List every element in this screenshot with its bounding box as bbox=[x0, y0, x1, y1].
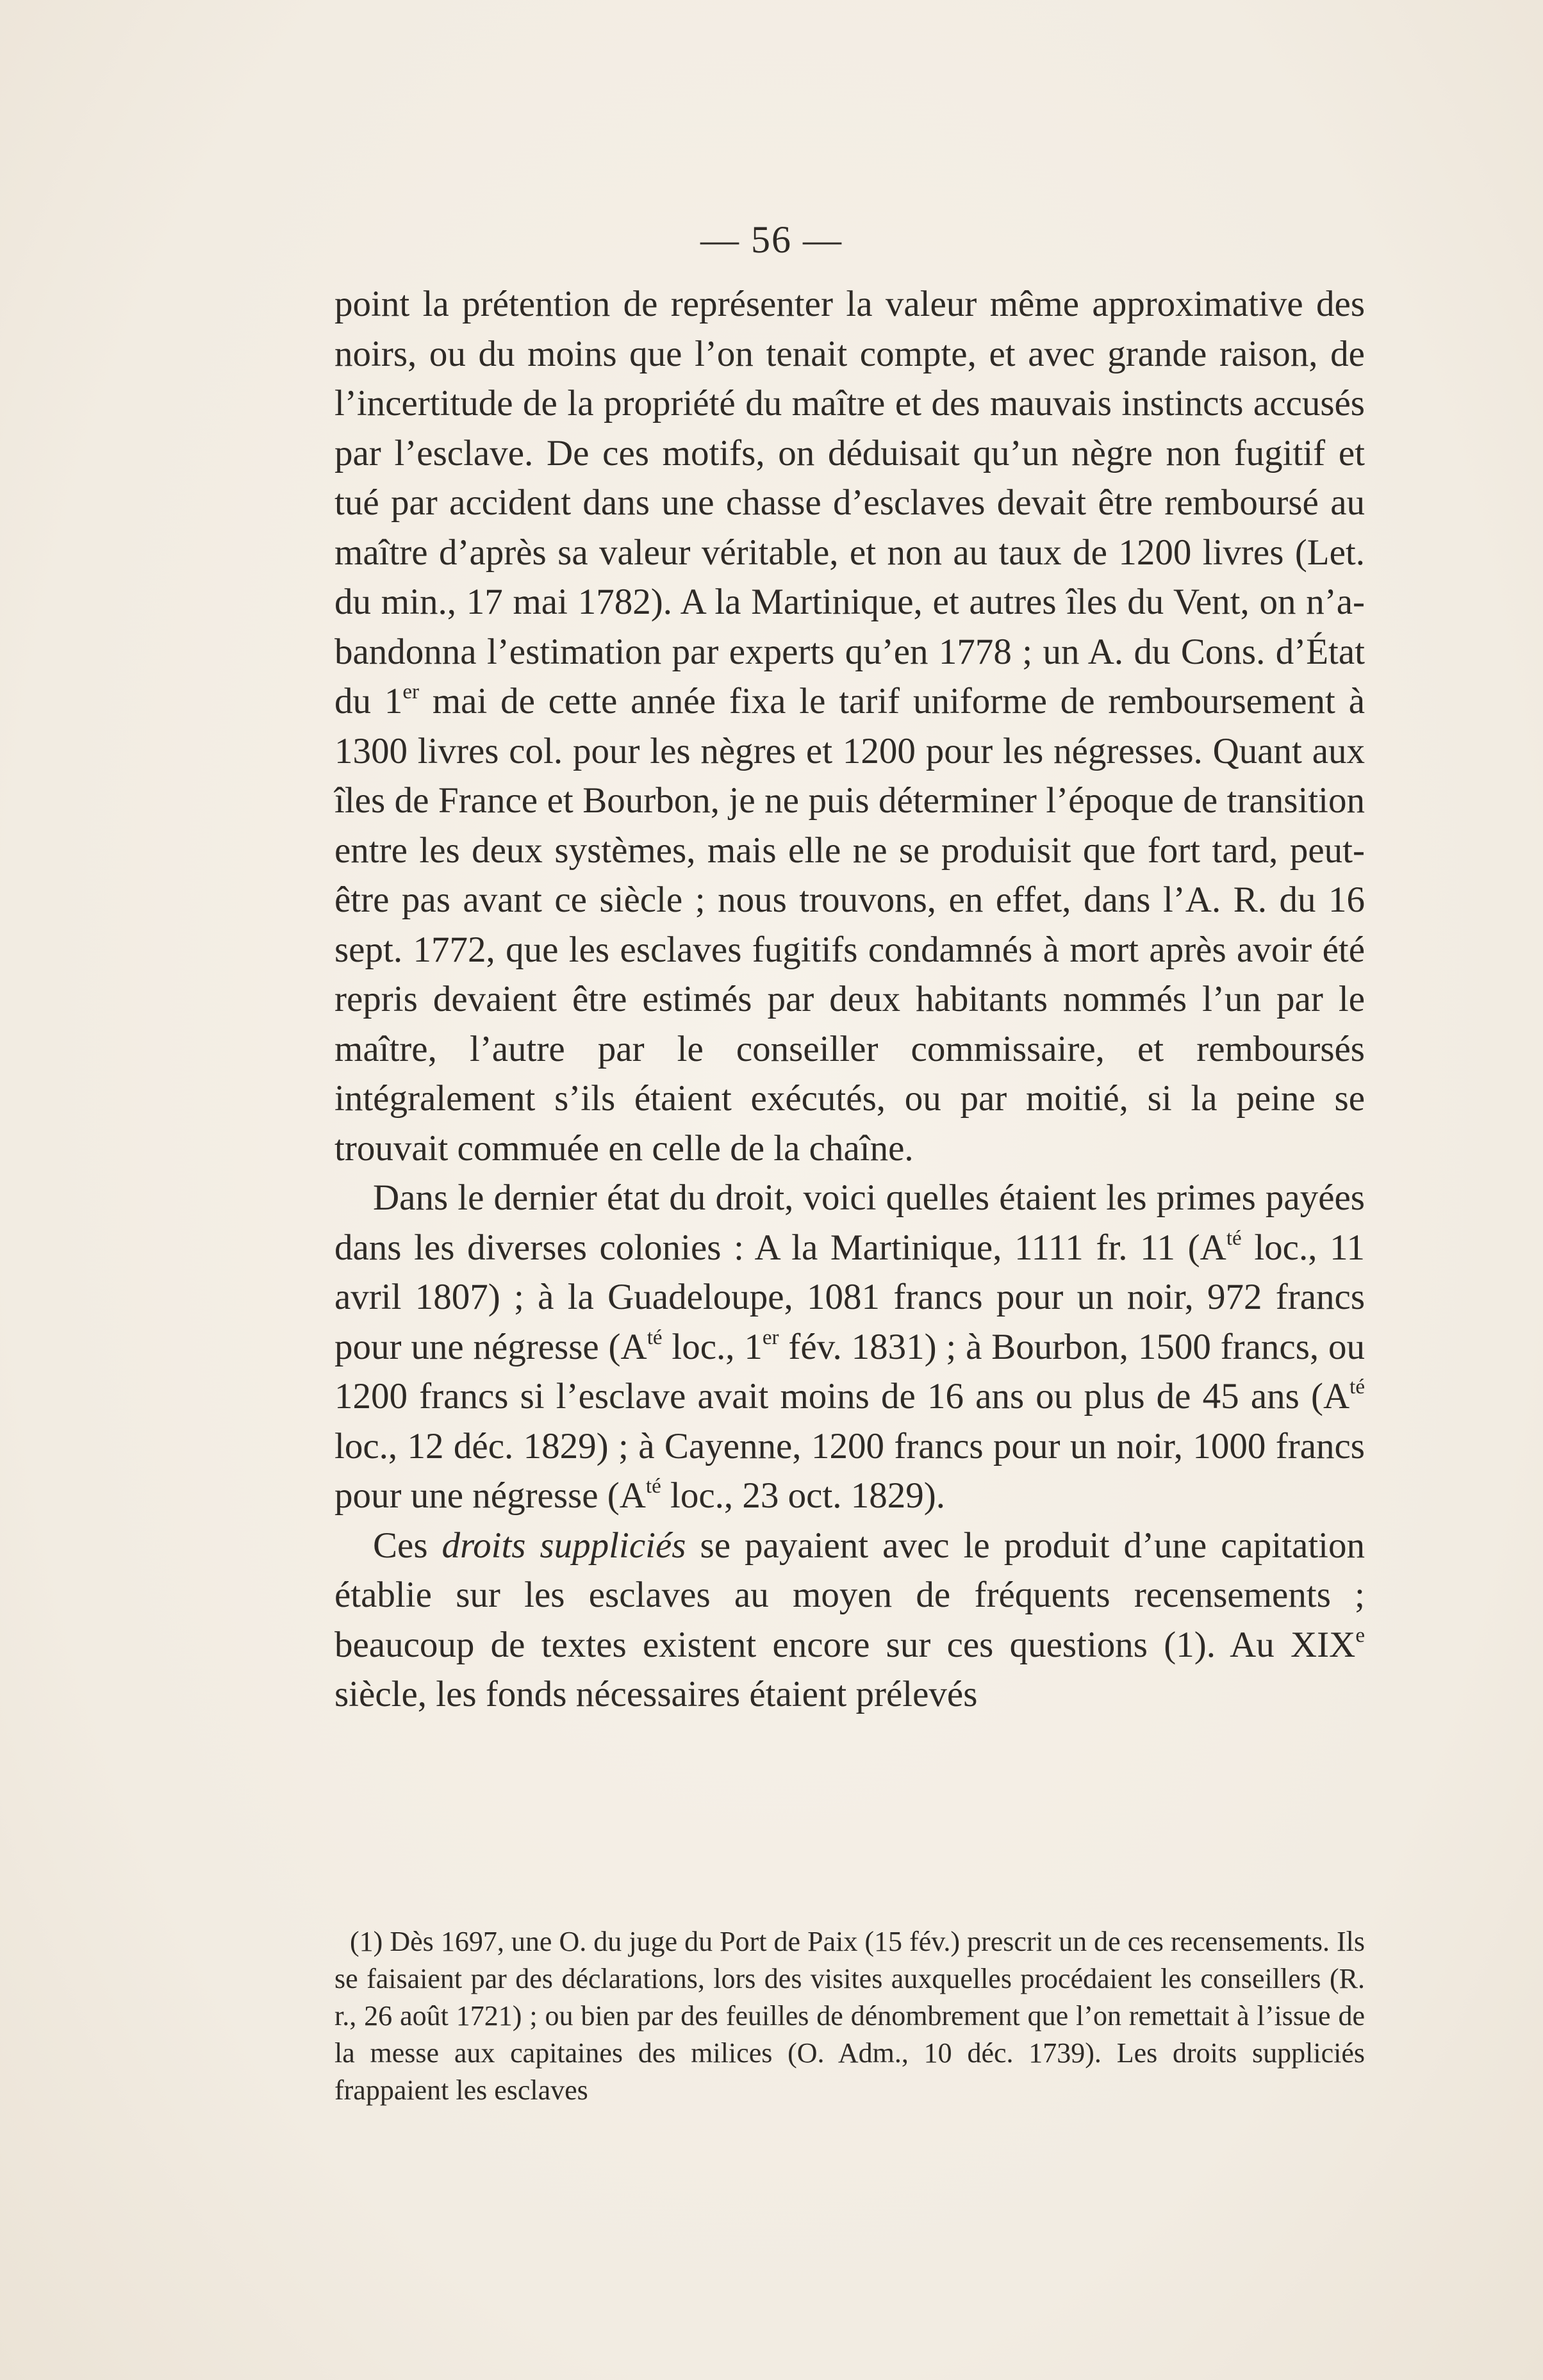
text-run: fév. 1831) ; à Bourbon, 1500 francs, ou 1200 francs si l’esclave avait moins de 16 ans ou plus de 45 ans (A bbox=[334, 1326, 1365, 1416]
text-run: loc., 23 oct. 1829). bbox=[661, 1475, 946, 1516]
paragraph-3 bbox=[334, 1521, 1365, 1719]
text-run: se payaient avec le produit d’une capitation établie sur les esclaves au moyen de fréquents recensements ; beaucoup de textes existent encore sur ces questions (1). Au XIX bbox=[334, 1525, 1366, 1665]
superscript: té bbox=[1226, 1226, 1242, 1250]
footnotes bbox=[334, 1923, 1365, 2109]
text-run: Ces bbox=[373, 1525, 442, 1566]
text-run: mai de cette année fixa le tarif uniforme de remboursement à 1300 livres col. pour les nègres et 1200 pour les négresses. Quant aux îles de France et Bourbon, je ne puis déterminer l’époque de transition entre les deux systèmes, mais elle ne se produisit que fort tard, peut-être pas avant ce siècle ; nous trouvons, en effet, dans l’A. R. du 16 sept. 1772, que les esclaves fugitifs condamnés à mort après avoir été repris devaient être estimés par deux habitants nommés l’un par le maître, l’autre par le conseiller commissaire, et remboursés intégralement s’ils étaient exécutés, ou par moitié, si la peine se trouvait commuée en celle de la chaîne. bbox=[334, 681, 1366, 1169]
text-run: loc., 12 déc. 1829) ; à Cayenne, 1200 francs pour un noir, 1000 francs pour une négresse (A bbox=[334, 1425, 1365, 1516]
text-run: siècle, les fonds nécessaires étaient prélevés bbox=[334, 1674, 978, 1714]
paragraph-2 bbox=[334, 1173, 1365, 1521]
superscript: té bbox=[645, 1474, 661, 1498]
text-run: loc., 1 bbox=[662, 1326, 763, 1367]
italic-phrase: droits suppliciés bbox=[441, 1525, 686, 1566]
text-run: Dans le dernier état du droit, voici quelles étaient les primes payées dans les diverses colonies : A la Martinique, 1111 fr. 11 (A bbox=[334, 1178, 1365, 1268]
superscript: e bbox=[1355, 1623, 1365, 1647]
text-run: point la prétention de représenter la valeur même approximative des noirs, ou du moins que l’on tenait compte, et avec grande raison, de l’incertitude de la propriété du maître et des mauvais instincts accusés par l’esclave. De ces motifs, on déduisait qu’un nègre non fugitif et tué par accident dans une chasse d’esclaves devait être remboursé au maître d’après sa valeur véritable, et non au taux de 1200 livres (Let. du min., 17 mai 1782). A la Martinique, et autres îles du Vent, on n’abandonna l’estimation par experts qu’en 1778 ; un A. du Cons. d’État du 1 bbox=[334, 284, 1365, 721]
superscript: er bbox=[402, 680, 420, 703]
superscript: té bbox=[647, 1325, 663, 1349]
paragraph-1 bbox=[334, 279, 1365, 1173]
superscript: té bbox=[1349, 1375, 1365, 1399]
text-run: (1) Dès 1697, une O. du juge du Port de Paix (15 fév.) prescrit un de ces recensements. Ils se faisaient par des déclarations, lors des visites auxquelles procédaient les conseillers (R. r., 26 août 1721) ; ou bien par des feuilles de dénombrement que l’on remettait à l’issue de la messe aux capitaines des milices (O. Adm., 10 déc. 1739). Les droits suppliciés frappaient les esclaves bbox=[334, 1926, 1365, 2106]
body-text bbox=[334, 279, 1365, 1719]
text-run: loc., 11 avril 1807) ; à la Guadeloupe, 1081 francs pour un noir, 972 francs pour une négresse (A bbox=[334, 1227, 1365, 1367]
footnote-1 bbox=[334, 1923, 1365, 2109]
page-number: — 56 — bbox=[700, 218, 843, 261]
superscript: er bbox=[762, 1325, 779, 1349]
